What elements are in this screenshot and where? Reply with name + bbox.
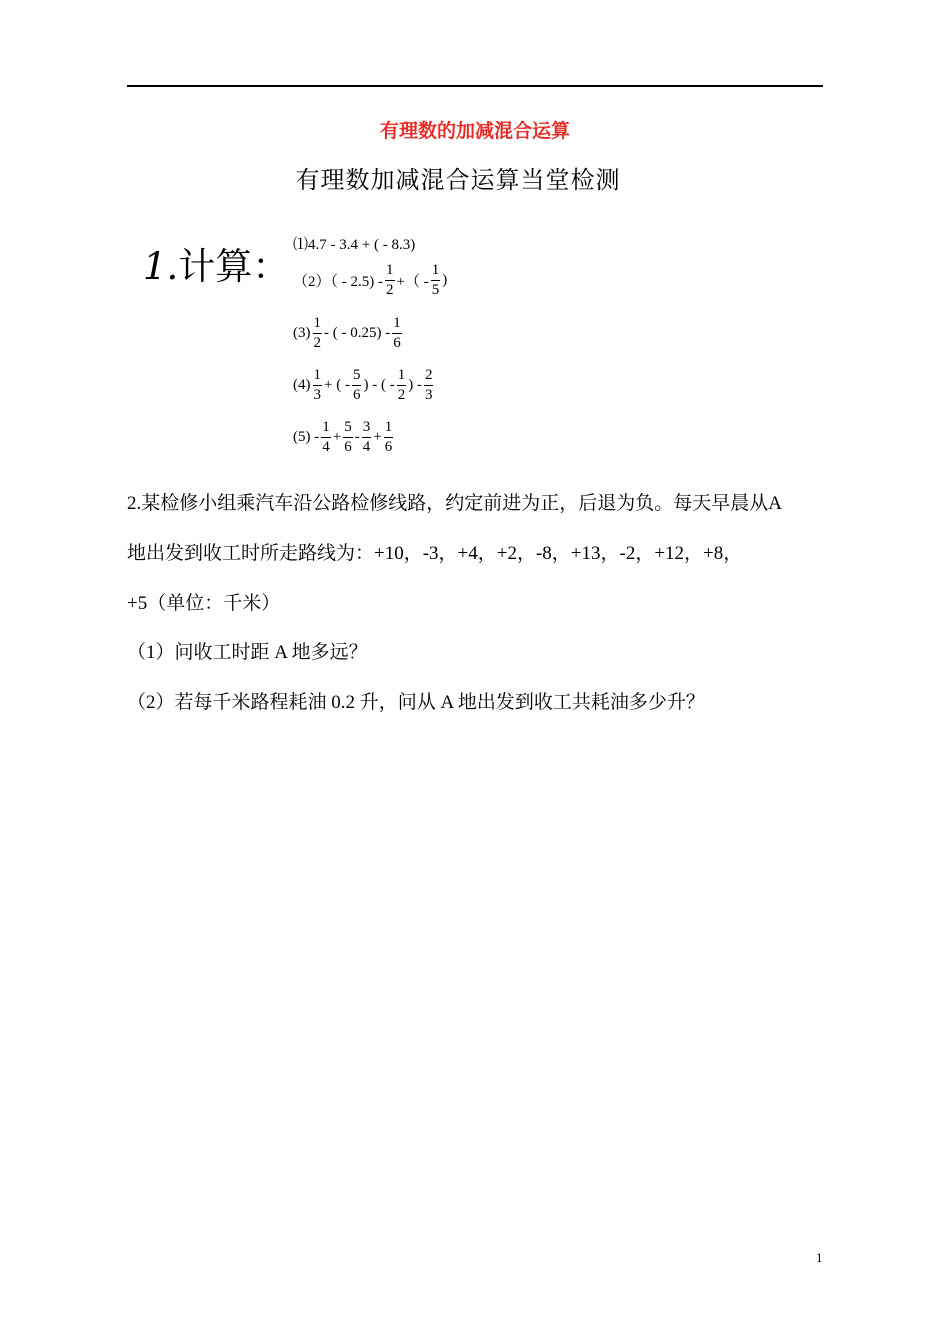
expr4-part-a: (4)	[293, 377, 311, 393]
numerator: 3	[362, 420, 372, 438]
header-rule	[127, 85, 823, 87]
fraction	[343, 420, 353, 455]
numerator: 1	[385, 263, 395, 281]
expression-3	[292, 316, 403, 351]
question-1-text: 计算：	[178, 245, 290, 288]
question-2-line-3: +5（单位：千米）	[127, 593, 281, 614]
denominator: 2	[397, 387, 406, 403]
expression-5	[292, 420, 394, 455]
numerator: 1	[397, 368, 407, 386]
denominator: 3	[313, 387, 321, 403]
expression-2	[292, 263, 448, 298]
fraction	[397, 368, 407, 403]
fraction	[392, 316, 402, 351]
expr5-part-c: -	[354, 429, 360, 445]
expression-1-text: ⑴4.7 - 3.4 + ( - 8.3)	[293, 237, 416, 253]
numerator: 1	[431, 263, 441, 281]
fraction	[424, 368, 434, 403]
question-2-sub-1: （1）问收工时距 A 地多远？	[127, 642, 368, 663]
denominator: 4	[322, 439, 330, 455]
expr3-part-a: (3)	[293, 325, 311, 341]
numerator: 1	[313, 316, 323, 334]
fraction	[362, 420, 372, 455]
expr5-part-b: +	[332, 429, 342, 445]
expr5-part-a: (5) -	[293, 429, 320, 445]
numerator: 1	[384, 420, 394, 438]
question-2-line-2: 地出发到收工时所走路线为：+10，-3，+4，+2，-8，+13，-2，+12，+8，	[127, 543, 743, 564]
denominator: 6	[344, 439, 352, 455]
fraction	[384, 420, 394, 455]
denominator: 6	[393, 335, 401, 351]
numerator: 5	[352, 368, 362, 386]
expr4-part-c: ) - ( -	[363, 377, 395, 393]
expr3-part-b: - ( - 0.25) -	[324, 325, 391, 341]
question-1-label	[143, 236, 289, 290]
fraction	[352, 368, 362, 403]
fraction	[313, 316, 323, 351]
numerator: 2	[424, 368, 434, 386]
denominator: 3	[424, 387, 433, 403]
expression-1	[292, 233, 416, 254]
question-2-line-1: 2.某检修小组乘汽车沿公路检修线路，约定前进为正，后退为负。每天早晨从A	[127, 493, 782, 514]
document-subtitle: 有理数加减混合运算当堂检测	[295, 166, 621, 194]
expr2-part-c: )	[442, 272, 448, 288]
expr4-part-b: + ( -	[324, 377, 350, 393]
numerator: 5	[343, 420, 353, 438]
question-1-number: 1.	[143, 245, 179, 288]
denominator: 6	[352, 387, 361, 403]
expr5-part-d: +	[373, 429, 382, 445]
expression-4	[292, 368, 434, 403]
denominator: 4	[362, 439, 371, 455]
fraction	[313, 368, 323, 403]
numerator: 1	[313, 368, 323, 386]
denominator: 6	[384, 439, 393, 455]
expr4-part-d: ) -	[408, 377, 422, 393]
page-number: 1	[816, 1250, 823, 1265]
denominator: 5	[431, 282, 440, 298]
fraction	[321, 420, 331, 455]
question-2-sub-2: （2）若每千米路程耗油 0.2 升，问从 A 地出发到收工共耗油多少升？	[127, 692, 705, 713]
fraction	[385, 263, 395, 298]
document-title: 有理数的加减混合运算	[379, 120, 570, 142]
denominator: 2	[386, 282, 394, 298]
fraction	[431, 263, 441, 298]
expr2-part-a: （2）（ - 2.5) -	[293, 274, 383, 290]
denominator: 2	[313, 335, 321, 351]
expr2-part-b: +（ -	[396, 274, 429, 290]
numerator: 1	[392, 316, 402, 334]
numerator: 1	[321, 420, 331, 438]
